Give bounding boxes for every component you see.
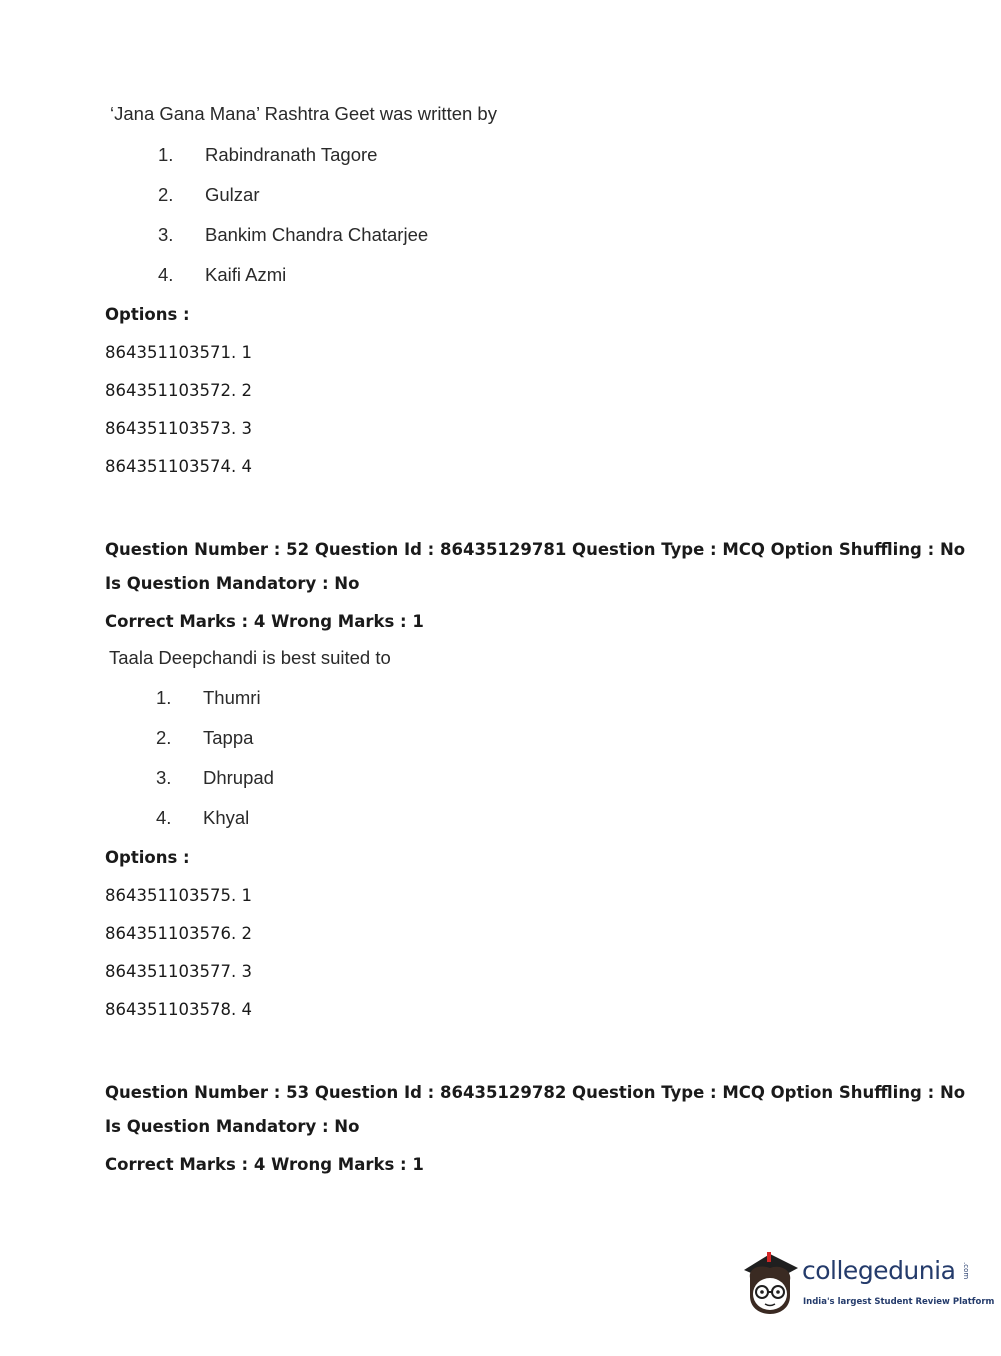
choice-number: 1. [158,144,174,165]
option-id: 864351103574. 4 [105,457,252,476]
option-id: 864351103577. 3 [105,962,252,981]
choice-number: 3. [156,767,172,788]
question-51-text: ‘Jana Gana Mana’ Rashtra Geet was written by [110,103,497,124]
collegedunia-logo[interactable] [740,1248,995,1318]
choice-number: 2. [156,727,172,748]
logo-tagline: India's largest Student Review Platform [803,1297,995,1307]
question-53-mandatory: Is Question Mandatory : No [105,1117,360,1136]
choice-text: Kaifi Azmi [205,264,287,285]
option-id: 864351103573. 3 [105,419,252,438]
question-53-header: Question Number : 53 Question Id : 86435129782 Question Type : MCQ Option Shuffling : No [105,1083,966,1102]
choice-text: Bankim Chandra Chatarjee [205,224,429,245]
option-id: 864351103575. 1 [105,886,252,905]
choice-number: 4. [156,807,172,828]
question-52-mandatory: Is Question Mandatory : No [105,574,360,593]
options-label: Options : [105,305,190,324]
choice-number: 1. [156,687,172,708]
question-52-text: Taala Deepchandi is best suited to [109,647,391,668]
choice-text: Rabindranath Tagore [205,144,378,165]
logo-suffix: .com [962,1262,970,1280]
choice-text: Khyal [203,807,250,828]
question-52-marks: Correct Marks : 4 Wrong Marks : 1 [105,612,424,631]
choice-text: Dhrupad [203,767,274,788]
option-id: 864351103572. 2 [105,381,252,400]
choice-number: 3. [158,224,174,245]
choice-text: Gulzar [205,184,260,205]
options-label: Options : [105,848,190,867]
choice-number: 2. [158,184,174,205]
choice-text: Tappa [203,727,254,748]
logo-wordmark: collegedunia [802,1256,956,1285]
question-53-marks: Correct Marks : 4 Wrong Marks : 1 [105,1155,424,1174]
choice-text: Thumri [203,687,261,708]
question-52-header: Question Number : 52 Question Id : 86435129781 Question Type : MCQ Option Shuffling : No [105,540,966,559]
option-id: 864351103578. 4 [105,1000,252,1019]
mascot-icon [740,1248,802,1318]
choice-number: 4. [158,264,174,285]
option-id: 864351103576. 2 [105,924,252,943]
option-id: 864351103571. 1 [105,343,252,362]
